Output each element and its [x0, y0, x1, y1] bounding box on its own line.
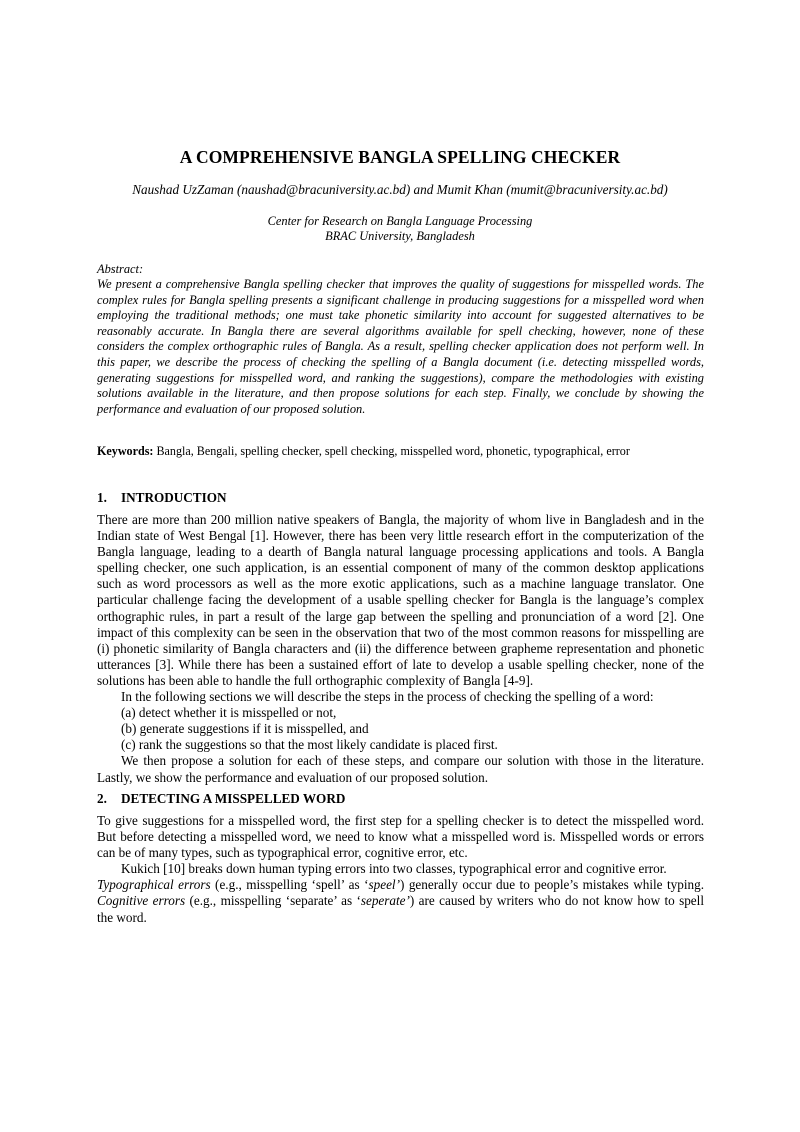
list-item: (a) detect whether it is misspelled or not, — [121, 705, 337, 721]
text-run: (e.g., misspelling ‘spell’ as ‘ — [210, 877, 369, 893]
section-heading-detecting — [97, 791, 345, 807]
section-heading-introduction — [97, 490, 227, 506]
keywords-label: Keywords: — [97, 444, 154, 458]
affiliation — [0, 214, 800, 244]
paper-title: A COMPREHENSIVE BANGLA SPELLING CHECKER — [179, 147, 621, 167]
affiliation-university: BRAC University, Bangladesh — [325, 229, 475, 243]
paragraph: We then propose a solution for each of these steps, and compare our solution with those in the literature. Lastly, we show the performance and evaluation of our proposed solution. — [97, 753, 704, 785]
affiliation-center: Center for Research on Bangla Language Processing — [267, 214, 533, 228]
paragraph: In the following sections we will describe the steps in the process of checking the spelling of a word: — [121, 689, 654, 705]
term: Cognitive errors — [97, 893, 186, 909]
list-item: (b) generate suggestions if it is misspelled, and — [121, 721, 369, 737]
section-title: DETECTING A MISSPELLED WORD — [121, 791, 346, 806]
abstract-text: We present a comprehensive Bangla spelling checker that improves the quality of suggestions for misspelled words. The complex rules for Bangla spelling presents a significant challenge in producing suggestions for a misspelled word when employing the traditional methods; one must take phonetic similarity into account for suggested alternatives to be reasonably accurate. In Bangla there are several algorithms available for spell checking, however, none of these considers the complex orthographic rules of Bangla. As a result, spelling checker application does not perform well. In this paper, we describe the process of checking the spelling of a Bangla document (i.e. detecting misspelled words, generating suggestions for misspelled word, and ranking the suggestions), compare the methodologies with existing solutions available in the literature, and then propose solutions for each step. Finally, we conclude by showing the performance and evaluation of our proposed solution. — [97, 277, 704, 416]
keywords — [97, 444, 704, 459]
author-line: Naushad UzZaman (naushad@bracuniversity.ac.bd) and Mumit Khan (mumit@bracuniversity.ac.bd) — [132, 182, 668, 197]
section-number: 1. — [97, 490, 107, 505]
paragraph: Kukich [10] breaks down human typing errors into two classes, typographical error and cognitive error. — [121, 861, 667, 877]
abstract-label: Abstract: — [97, 262, 144, 276]
paragraph-typographical — [97, 877, 704, 925]
list-item: (c) rank the suggestions so that the most likely candidate is placed first. — [121, 737, 498, 753]
keywords-text: Bangla, Bengali, spelling checker, spell checking, misspelled word, phonetic, typographical, error — [153, 444, 630, 458]
text-run: ) generally occur due to people’s mistakes while typing. — [399, 877, 704, 893]
section-title: INTRODUCTION — [121, 490, 227, 505]
detecting-body — [97, 813, 704, 926]
section-number: 2. — [97, 791, 107, 806]
paragraph: There are more than 200 million native speakers of Bangla, the majority of whom live in Bangladesh and in the Indian state of West Bengal [1]. However, there has been very little research effort in the computerization of the Bangla language, leading to a dearth of Bangla natural language processing applications and tools. A Bangla spelling checker, one such application, is an essential component of many of the common desktop applications such as word processors as well as the more exotic applications, such as a machine language translator. One particular challenge facing the development of a usable spelling checker for Bangla is the language’s complex orthographic rules, in part a result of the large gap between the spelling and pronunciation of a word [2]. One impact of this complexity can be seen in the observation that two of the most common reasons for misspelling are (i) phonetic similarity of Bangla characters and (ii) the difference between grapheme representation and phonetic utterances [3]. While there has been a sustained effort of late to develop a usable spelling checker, none of the solutions has been able to handle the full orthographic complexity of Bangla [4-9]. — [97, 512, 704, 688]
paragraph: To give suggestions for a misspelled word, the first step for a spelling checker is to detect the misspelled word. But before detecting a misspelled word, we need to know what a misspelled word is. Misspelled words or errors can be of many types, such as typographical error, cognitive error, etc. — [97, 813, 704, 861]
text-run: ) are caused by writers who do not know how to spell the word. — [97, 893, 704, 925]
term: Typographical errors — [97, 877, 211, 893]
example: speel’ — [368, 877, 400, 893]
text-run: (e.g., misspelling ‘separate’ as ‘ — [185, 893, 361, 909]
example: seperate’ — [360, 893, 410, 909]
introduction-body — [97, 512, 704, 786]
